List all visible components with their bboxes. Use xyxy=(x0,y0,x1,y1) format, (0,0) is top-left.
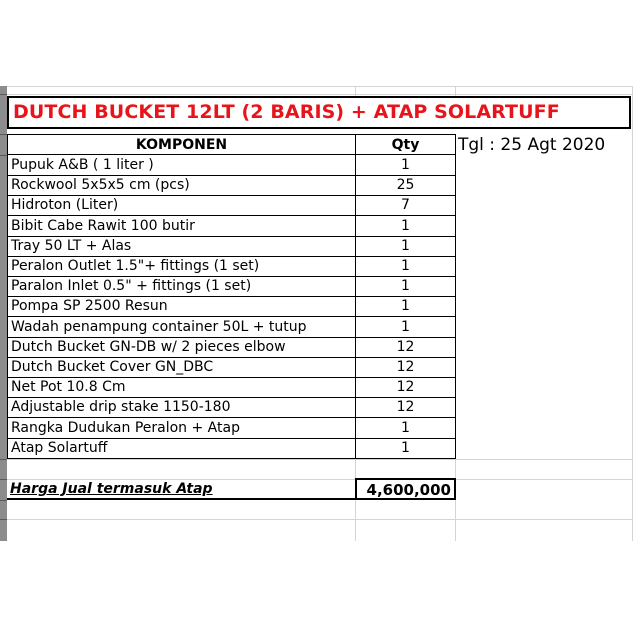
item-qty-cell[interactable]: 1 xyxy=(355,276,456,297)
row-divider xyxy=(0,500,7,501)
item-qty-cell[interactable]: 25 xyxy=(355,175,456,196)
item-qty-cell[interactable]: 7 xyxy=(355,195,456,216)
item-qty-cell[interactable]: 1 xyxy=(355,256,456,277)
grid-line xyxy=(355,86,356,96)
item-name-cell[interactable]: Peralon Outlet 1.5"+ fittings (1 set) xyxy=(7,256,356,277)
item-qty-cell[interactable]: 12 xyxy=(355,377,456,398)
row-divider xyxy=(0,155,7,156)
header-qty[interactable]: Qty xyxy=(355,134,456,155)
item-name-cell[interactable]: Paralon Inlet 0.5" + fittings (1 set) xyxy=(7,276,356,297)
item-qty-cell[interactable]: 12 xyxy=(355,337,456,358)
title-cell[interactable] xyxy=(7,96,631,129)
row-divider xyxy=(0,459,7,460)
item-name-cell[interactable]: Net Pot 10.8 Cm xyxy=(7,377,356,398)
item-name-cell[interactable]: Wadah penampung container 50L + tutup xyxy=(7,317,356,338)
item-qty-cell[interactable]: 1 xyxy=(355,438,456,459)
grid-line xyxy=(7,86,633,87)
item-name-cell[interactable]: Hidroton (Liter) xyxy=(7,195,356,216)
item-name-cell[interactable]: Rockwool 5x5x5 cm (pcs) xyxy=(7,175,356,196)
grid-line xyxy=(355,459,356,541)
item-name-cell[interactable]: Bibit Cabe Rawit 100 butir xyxy=(7,216,356,237)
row-divider xyxy=(0,134,7,135)
item-name-cell[interactable]: Adjustable drip stake 1150-180 xyxy=(7,397,356,418)
grid-line xyxy=(7,459,633,460)
item-qty-cell[interactable]: 12 xyxy=(355,397,456,418)
grid-line xyxy=(7,94,633,95)
price-label[interactable]: Harga Jual termasuk Atap xyxy=(7,479,356,500)
price-value[interactable]: 4,600,000 xyxy=(355,478,456,500)
row-divider xyxy=(0,519,7,520)
item-qty-cell[interactable]: 1 xyxy=(355,296,456,317)
item-qty-cell[interactable]: 1 xyxy=(355,418,456,439)
item-qty-cell[interactable]: 12 xyxy=(355,357,456,378)
item-name-cell[interactable]: Pompa SP 2500 Resun xyxy=(7,296,356,317)
item-qty-cell[interactable]: 1 xyxy=(355,155,456,176)
item-name-cell[interactable]: Atap Solartuff xyxy=(7,438,356,459)
header-komponen[interactable]: KOMPONEN xyxy=(7,134,356,155)
spreadsheet xyxy=(0,86,633,541)
row-divider xyxy=(0,479,7,480)
grid-line xyxy=(7,519,633,520)
grid-line xyxy=(455,86,456,96)
item-name-cell[interactable]: Tray 50 LT + Alas xyxy=(7,236,356,257)
row-divider xyxy=(0,94,7,95)
item-qty-cell[interactable]: 1 xyxy=(355,317,456,338)
sheet-title: DUTCH BUCKET 12LT (2 BARIS) + ATAP SOLARTUFF xyxy=(13,101,560,123)
grid-line xyxy=(455,459,456,541)
item-name-cell[interactable]: Pupuk A&B ( 1 liter ) xyxy=(7,155,356,176)
item-name-cell[interactable]: Rangka Dudukan Peralon + Atap xyxy=(7,418,356,439)
item-qty-cell[interactable]: 1 xyxy=(355,236,456,257)
item-qty-cell[interactable]: 1 xyxy=(355,216,456,237)
item-name-cell[interactable]: Dutch Bucket Cover GN_DBC xyxy=(7,357,356,378)
item-name-cell[interactable]: Dutch Bucket GN-DB w/ 2 pieces elbow xyxy=(7,337,356,358)
date-label[interactable]: Tgl : 25 Agt 2020 xyxy=(458,135,606,155)
